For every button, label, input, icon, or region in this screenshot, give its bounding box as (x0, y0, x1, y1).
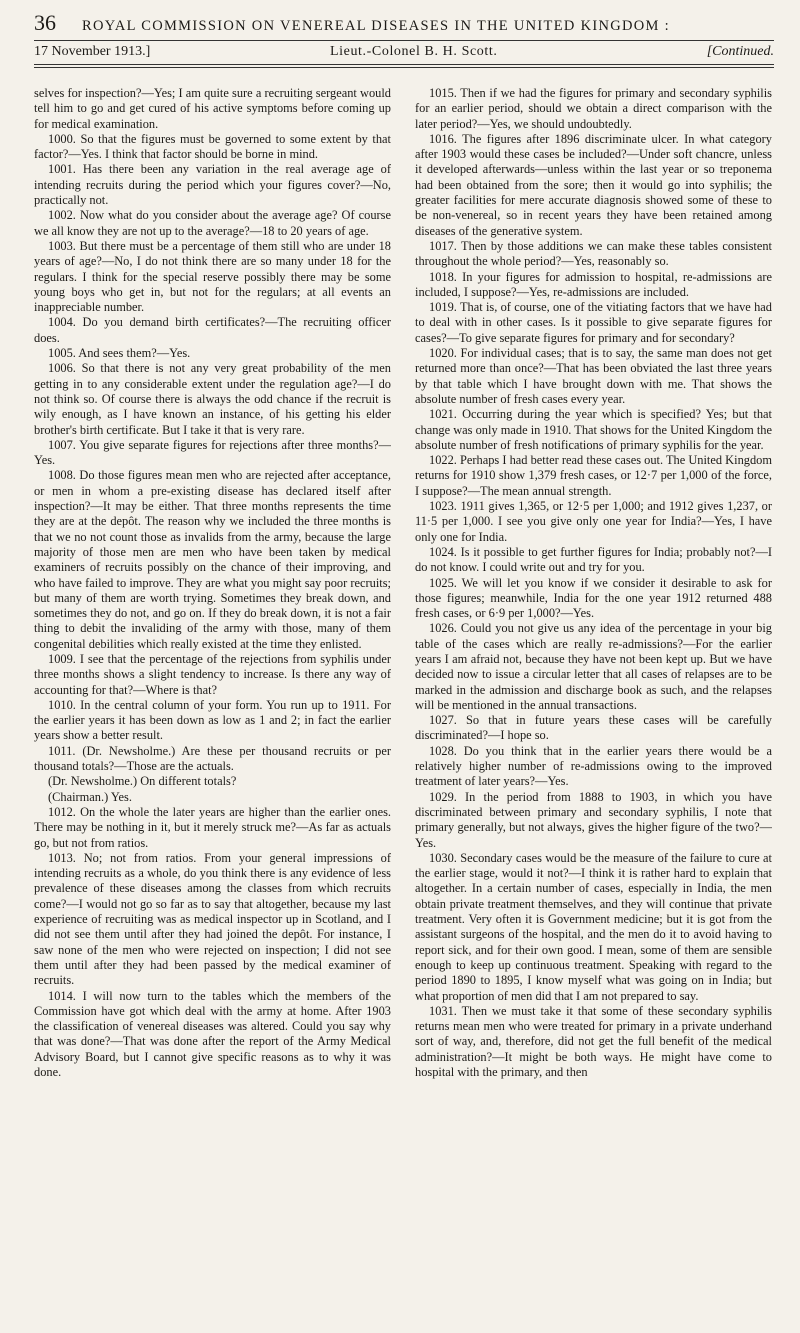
paragraph: 1017. Then by those additions we can make these tables consistent throughout the whole period?—Yes, reasonably so. (415, 238, 772, 269)
paragraph: 1002. Now what do you consider about the average age? Of course we all know they are not up to the average?—18 to 20 years of age. (34, 208, 391, 238)
paragraph: 1019. That is, of course, one of the vitiating factors that we have had to deal with in other cases. Is it possible to give separate figures for cases?—To give separate figures for primary and for secondary? (415, 300, 772, 345)
paragraph: 1027. So that in future years these cases will be carefully discriminated?—I hope so. (415, 713, 772, 743)
paragraph: 1030. Secondary cases would be the measure of the failure to cure at the earlier stage, would it not?—I think it is rather hard to explain that altogether. In a certain number of cases, especially in India, the men obtain private treatment themselves, and they will continue that private treatment. Very often it is Government medicine; but it is got from the assistant surgeons of the hospital, and the men do it to avoid having to report sick, and for their own good. I mean, some of them are sensible enough to keep up continuous treatment. Speaking with regard to the period 1890 to 1895, I know myself what was going on in India; but what proportion of men did that I am not prepared to say. (415, 850, 772, 1003)
paragraph: 1010. In the central column of your form. You run up to 1911. For the earlier years it has been down as low as 1 and 2; in fact the earlier years show a better result. (34, 697, 391, 743)
paragraph: 1021. Occurring during the year which is specified? Yes; but that change was only made in 1910. That shows for the United Kingdom the absolute number of fresh notifications of primary syphilis for the year. (415, 407, 772, 452)
paragraph: 1020. For individual cases; that is to say, the same man does not get returned more than once?—That has been obviated the last three years by that table which I have brought down with me. That shows the absolute number of fresh cases every year. (415, 346, 772, 406)
paragraph: 1006. So that there is not any very great probability of the men getting in to any considerable extent under the regulation age?—I do not think so. Of course there is always the odd chance if the recruit is wily enough, as I have known an instance, of his getting his elder brother's birth certificate. But I take it that is very rare. (34, 361, 391, 437)
paragraph: 1013. No; not from ratios. From your general impressions of intending recruits as a whole, do you think there is any evidence of less prevalence of these diseases among the classes from which recruits come?—I would not go so far as to say that altogether, because my last experience of recruiting was as medical inspector up in Scotland, and I did not see them until after they had joined the depôt. For instance, I saw none of the men who were rejected on inspection; I did not see them until after they had been passed by the medical examiner of recruits. (34, 850, 391, 988)
paragraph: 1009. I see that the percentage of the rejections from syphilis under three months shows a slight tendency to increase. Is there any way of accounting for that?—Where is that? (34, 651, 391, 697)
paragraph: 1000. So that the figures must be governed to some extent by that factor?—Yes. I think that factor should be borne in mind. (34, 131, 391, 162)
subhead-rule-double (34, 67, 774, 68)
header-rule (34, 40, 774, 41)
paragraph: (Dr. Newsholme.) On different totals? (48, 774, 237, 789)
paragraph: 1024. Is it possible to get further figures for India; probably not?—I do not know. I could write out and try for you. (415, 544, 772, 575)
paragraph: 1026. Could you not give us any idea of the percentage in your big table of the cases which are really re-admissions?—For the earlier years I am afraid not, because they have not been kept up. But we have decided now to issue a circular letter that all cases of relapses are to be marked in the admission and discharge book as such, and the relapses will be mentioned in the annual transactions. (415, 621, 772, 712)
continued-label: [Continued. (706, 44, 774, 59)
paragraph: 1028. Do you think that in the earlier years there would be a relatively higher number of re-admissions owing to the improved treatment of later years?—Yes. (415, 743, 772, 789)
page-number: 36 (34, 10, 56, 35)
paragraph: 1014. I will now turn to the tables which the members of the Commission have got which deal with the army at home. After 1903 the classification of venereal diseases was altered. Could you say why that was done?—That was done after the report of the Army Medical Advisory Board, but I cannot give specific reasons as to why it was done. (34, 988, 391, 1079)
paragraph: 1001. Has there been any variation in the real average age of intending recruits during the period which your figures cover?—No, practically not. (34, 162, 391, 208)
paragraph: (Chairman.) Yes. (48, 789, 132, 804)
paragraph: 1003. But there must be a percentage of them still who are under 18 years of age?—No, I do not think there are so many under 18 for the regulars. I think for the special reserve possibly there may be some young boys who get in, but not for the regulars; at all events an inappreciable number. (34, 238, 391, 315)
paragraph: 1011. (Dr. Newsholme.) Are these per thousand recruits or per thousand totals?—Those are the actuals. (34, 743, 391, 774)
right-column (415, 86, 772, 1326)
paragraph: 1005. And sees them?—Yes. (48, 346, 191, 361)
paragraph: 1025. We will let you know if we consider it desirable to ask for those figures; meanwhile, India for the one year 1912 returned 488 fresh cases, or 6·9 per 1,000?—Yes. (415, 575, 772, 621)
paragraph: 1023. 1911 gives 1,365, or 12·5 per 1,000; and 1912 gives 1,237, or 11·5 per 1,000. I see you give only one year for India?—Yes, I have only one for India. (415, 499, 772, 544)
paragraph: 1012. On the whole the later years are higher than the earlier ones. There may be nothing in it, but it merely struck me?—As far as actuals go, but not from ratios. (34, 804, 391, 850)
paragraph: selves for inspection?—Yes; I am quite sure a recruiting sergeant would tell him to go and get cured of his active symptoms before coming up for medical examination. (34, 86, 391, 131)
witness-name: Lieut.-Colonel B. H. Scott. (330, 44, 498, 59)
paragraph: 1004. Do you demand birth certificates?—The recruiting officer does. (34, 315, 391, 345)
paragraph: 1031. Then we must take it that some of these secondary syphilis returns mean men who were treated for primary in a private underhand sort of way, and, therefore, did not get the full benefit of the medical administration?—It might be both ways. He might have come to hospital with the primary, and then (415, 1003, 772, 1079)
paragraph: 1018. In your figures for admission to hospital, re-admissions are included, I suppose?—Yes, re-admissions are included. (415, 269, 772, 299)
subhead-rule (34, 64, 774, 65)
paragraph: 1016. The figures after 1896 discriminate ulcer. In what category after 1903 would these cases be included?—Under soft chancre, unless it developed afterwards—unless within the last year or so treponema had been obtained from the sore; then it would go into syphilis; the greater facilities for mere accurate diagnosis showed some of these to be non-venereal, so in recent years they have been retained among diseases of the generative system. (415, 131, 772, 238)
paragraph: 1008. Do those figures mean men who are rejected after acceptance, or men in whom a pre-existing disease has declared itself after inspection?—It may be either. That three months represents the time they are at the depôt. The reason why we included the three months is that we no not count those as invalids from the army, because the large majority of those men are men who have been taken by medical examiners of recruits possibly on the chance of their improving, and who have failed to improve. They are what you might say poor recruits; but many of them are worth trying. Sometimes they break down, and sometimes they do not, and go on. If they do break down, it is not a fair thing to debit the invaliding of the army with those, many of them congenital debilities which really existed at the time they enlisted. (34, 468, 391, 651)
running-title: ROYAL COMMISSION ON VENEREAL DISEASES IN THE UNITED KINGDOM : (82, 18, 671, 34)
paragraph: 1029. In the period from 1888 to 1903, in which you have discriminated between primary and secondary syphilis, I note that primary generally, but not always, gives the higher figure of the two?—Yes. (415, 789, 772, 850)
paragraph: 1022. Perhaps I had better read these cases out. The United Kingdom returns for 1910 show 1,379 fresh cases, or 12·7 per 1,000 of the force, I suppose?—The mean annual strength. (415, 453, 772, 498)
paragraph: 1007. You give separate figures for rejections after three months?—Yes. (34, 437, 391, 468)
paragraph: 1015. Then if we had the figures for primary and secondary syphilis for an earlier period, should we obtain a direct comparison with the later period?—Yes, we should undoubtedly. (415, 86, 772, 131)
running-head (34, 10, 774, 36)
left-column (34, 86, 391, 1326)
sitting-date: 17 November 1913.] (34, 44, 151, 59)
